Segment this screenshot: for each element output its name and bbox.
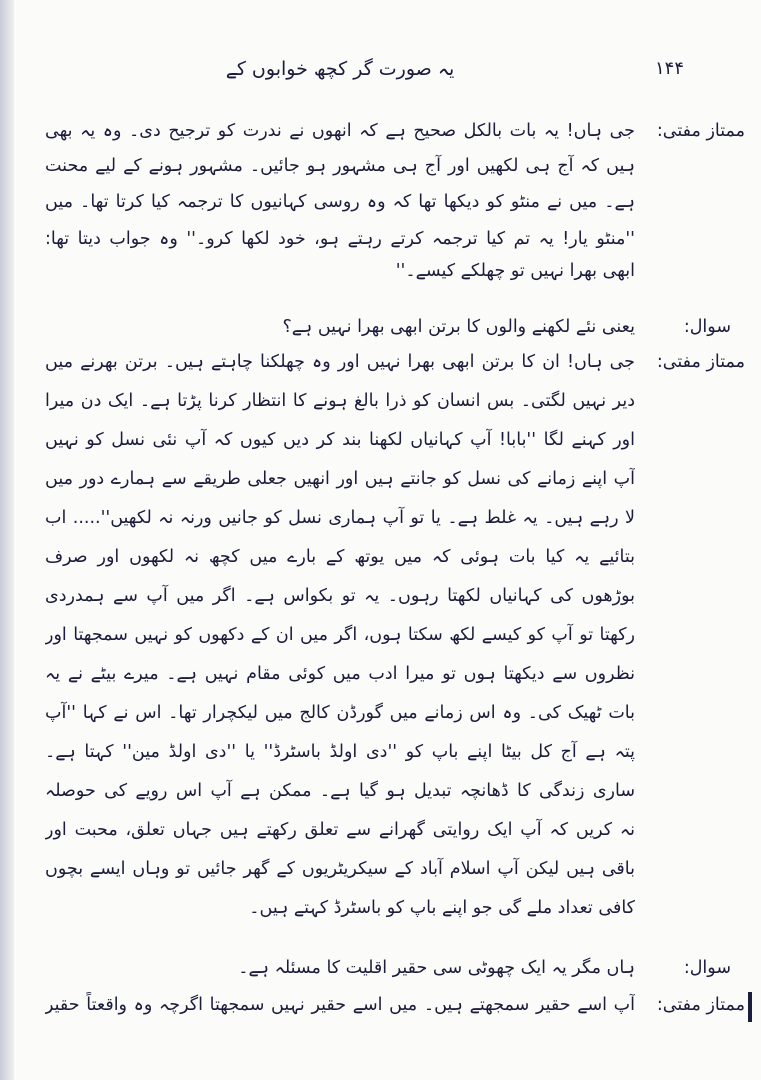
text-line: رکھتا تو آپ کو کیسے لکھ سکتا ہوں، اگر میں ان کے دکھوں کو نہیں سمجھتا اور: [45, 625, 635, 645]
text-line: دیر نہیں لگتی۔ بس انسان کو ذرا بالغ ہونے کا انتظار کرنا پڑتا ہے۔ ایک دن میرا: [45, 391, 635, 411]
text-line: ہیں کہ آج ہی لکھیں اور آج ہی مشہور ہو جائیں۔ مشہور ہونے کے لیے محنت: [45, 156, 635, 176]
speaker-label-mumtaz-mufti: ممتاز مفتی:: [656, 995, 745, 1015]
speaker-label-mumtaz-mufti: ممتاز مفتی:: [656, 352, 745, 372]
margin-mark: [748, 992, 752, 1022]
text-line: جی ہاں! ان کا برتن ابھی بھرا نہیں اور وہ چھلکنا چاہتے ہیں۔ برتن بھرنے میں: [45, 352, 635, 372]
speaker-label-question: سوال:: [683, 317, 731, 337]
text-line: لا رہے ہیں۔ یہ غلط ہے۔ یا تو آپ ہماری نسل کو جانیں ورنہ نہ لکھیں''..... اب: [45, 508, 635, 528]
text-line: ابھی بھرا نہیں تو چھلکے کیسے۔'': [395, 261, 635, 281]
text-line: بتائیے یہ کیا بات ہوئی کہ میں یوتھ کے بارے میں کچھ نہ لکھوں اور صرف: [45, 547, 635, 567]
text-line: کافی تعداد ملے گی جو اپنے باپ کو باسٹرڈ کہتے ہیں۔: [249, 898, 635, 918]
text-line: ساری زندگی کا ڈھانچہ تبدیل ہو گیا ہے۔ ممکن ہے آپ اس رویے کی حوصلہ: [45, 781, 635, 801]
page-number: ۱۴۴: [655, 58, 685, 79]
text-line: نظروں سے دیکھتا ہوں تو میرا ادب میں کوئی مقام نہیں ہے۔ میرے بیٹے نے یہ: [45, 664, 635, 684]
text-line: باقی ہیں لیکن آپ اسلام آباد کے سیکریٹریوں کے گھر جائیں تو وہاں ایسے بچوں: [45, 859, 635, 879]
speaker-label-question: سوال:: [683, 958, 731, 978]
text-line: بات ٹھیک کی۔ وہ اس زمانے میں گورڈن کالج میں لیکچرار تھا۔ اس نے کہا ''آپ: [45, 703, 635, 723]
text-line: پتہ ہے آج کل بیٹا اپنے باپ کو ''دی اولڈ باسٹرڈ'' یا ''دی اولڈ مین'' کہتا ہے۔: [45, 742, 635, 762]
running-header-title: یہ صورت گر کچھ خوابوں کے: [225, 58, 455, 80]
text-line: بوڑھوں کی کہانیاں لکھتا رہوں۔ یہ تو بکواس ہے۔ اگر میں آپ سے ہمدردی: [45, 586, 635, 606]
text-line: نہ کریں کہ آپ ایک روایتی گھرانے سے تعلق رکھتے ہیں جہاں تعلق، محبت اور: [45, 820, 635, 840]
text-line: جی ہاں! یہ بات بالکل صحیح ہے کہ انھوں نے ندرت کو ترجیح دی۔ وہ یہ بھی: [45, 121, 635, 141]
text-line: آپ اپنے زمانے کی نسل کو جانتے ہیں اور انھیں جعلی طریقے سے ہمارے دور میں: [45, 469, 635, 489]
text-line: ہاں مگر یہ ایک چھوٹی سی حقیر اقلیت کا مسئلہ ہے۔: [238, 958, 635, 978]
text-line: یعنی نئے لکھنے والوں کا برتن ابھی بھرا نہیں ہے؟: [282, 317, 635, 337]
text-line: اور کہنے لگا ''بابا! آپ کہانیاں لکھنا بند کر دیں کیوں کہ آپ نئی نسل کو نہیں: [45, 430, 635, 450]
page-edge: [0, 0, 14, 1080]
speaker-label-mumtaz-mufti: ممتاز مفتی:: [656, 121, 745, 141]
text-line: ہے۔ میں نے منٹو کو دیکھا تھا کہ وہ روسی کہانیوں کا ترجمہ کیا کرتا تھا۔ میں: [45, 192, 635, 212]
text-line: ''منٹو یار! یہ تم کیا ترجمہ کرتے رہتے ہو، خود لکھا کرو۔'' وہ جواب دیتا تھا:: [45, 229, 635, 249]
text-line: آپ اسے حقیر سمجھتے ہیں۔ میں اسے حقیر نہیں سمجھتا اگرچہ وہ واقعتاً حقیر: [45, 995, 635, 1015]
